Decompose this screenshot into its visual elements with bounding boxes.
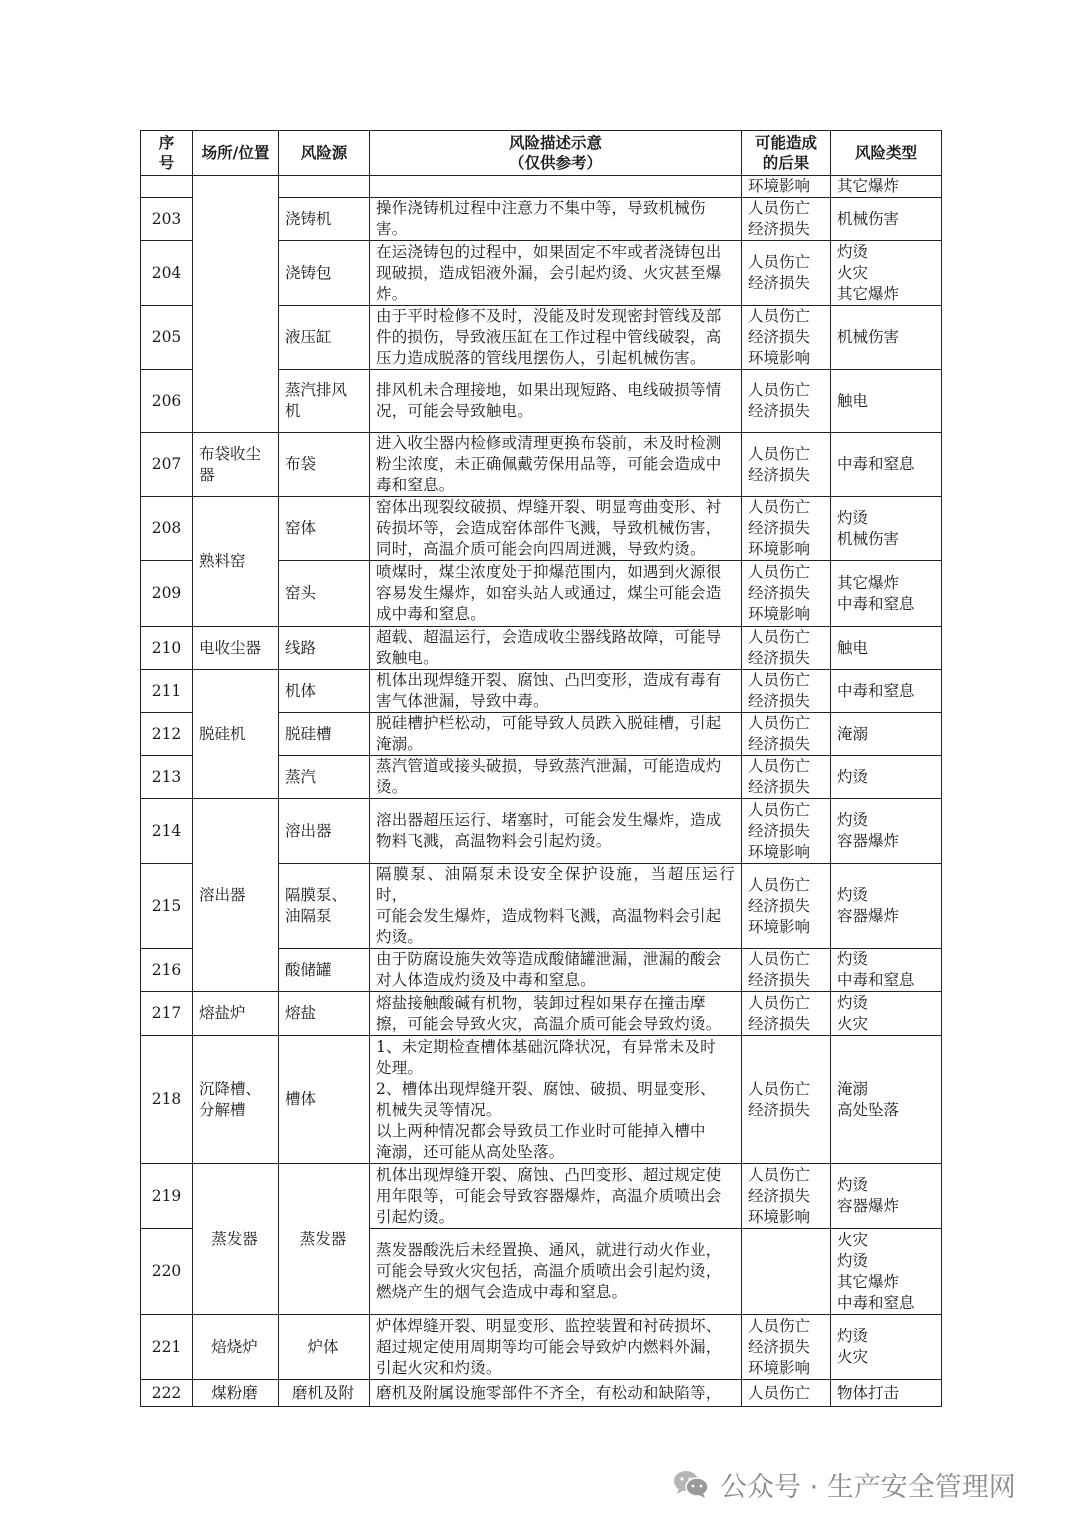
source-cell: 蒸汽排风 机 (279, 370, 370, 433)
row-number: 205 (141, 306, 193, 370)
source-cell: 槽体 (279, 1036, 370, 1164)
row-number: 207 (141, 433, 193, 497)
row-number: 215 (141, 864, 193, 949)
description-cell: 炉体焊缝开裂、明显变形、监控装置和衬砖损坏、 超过规定使用周期等均可能会导致炉内燃料外漏， 引起火灾和灼烫。 (370, 1315, 742, 1380)
table-row (141, 670, 942, 713)
table-row (141, 433, 942, 497)
source-cell: 隔膜泵、 油隔泵 (279, 864, 370, 949)
header-place: 场所/位置 (193, 131, 279, 176)
place-cell: 熟料窑 (193, 497, 279, 627)
risk-type-cell: 灼烫 火灾 (831, 992, 942, 1036)
risk-type-cell: 灼烫 火灾 其它爆炸 (831, 241, 942, 306)
wechat-icon (672, 1469, 710, 1499)
description-cell: 1、未定期检查槽体基础沉降状况，有异常未及时 处理。 2、槽体出现焊缝开裂、腐蚀、破损、明显变形、 机械失灵等情况。 以上两种情况都会导致员工作业时可能掉入槽中 淹溺，还可能从高处坠落。 (370, 1036, 742, 1164)
description-cell: 超载、超温运行，会造成收尘器线路故障，可能导 致触电。 (370, 627, 742, 670)
watermark-text: 公众号 · 生产安全管理网 (720, 1471, 1016, 1503)
consequence-cell: 人员伤亡 经济损失 环境影响 (742, 1164, 831, 1229)
source-cell (279, 176, 370, 198)
row-number: 209 (141, 561, 193, 627)
header-row (141, 131, 942, 176)
place-cell: 溶出器 (193, 799, 279, 992)
risk-type-cell: 中毒和窒息 (831, 670, 942, 713)
header-desc: 风险描述示意 （仅供参考） (370, 131, 742, 176)
risk-type-cell: 灼烫 容器爆炸 (831, 1164, 942, 1229)
risk-type-cell: 淹溺 高处坠落 (831, 1036, 942, 1164)
table-row (141, 1380, 942, 1407)
source-cell: 机体 (279, 670, 370, 713)
description-cell: 操作浇铸机过程中注意力不集中等，导致机械伤 害。 (370, 198, 742, 241)
consequence-cell: 人员伤亡 经济损失 (742, 370, 831, 433)
consequence-cell: 人员伤亡 经济损失 环境影响 (742, 1315, 831, 1380)
source-cell: 液压缸 (279, 306, 370, 370)
description-cell: 窑体出现裂纹破损、焊缝开裂、明显弯曲变形、衬 砖损坏等，会造成窑体部件飞溅，导致机械伤害， 同时，高温介质可能会向四周迸溅，导致灼烫。 (370, 497, 742, 561)
table-row (141, 992, 942, 1036)
source-cell: 熔盐 (279, 992, 370, 1036)
description-cell: 排风机未合理接地，如果出现短路、电线破损等情 况，可能会导致触电。 (370, 370, 742, 433)
consequence-cell: 人员伤亡 经济损失 (742, 992, 831, 1036)
source-cell: 蒸发器 (279, 1164, 370, 1315)
row-number: 221 (141, 1315, 193, 1380)
risk-type-cell: 火灾 灼烫 其它爆炸 中毒和窒息 (831, 1229, 942, 1315)
description-cell: 脱硅槽护栏松动，可能导致人员跌入脱硅槽，引起 淹溺。 (370, 713, 742, 756)
row-number: 212 (141, 713, 193, 756)
place-cell: 布袋收尘 器 (193, 433, 279, 497)
consequence-cell: 人员伤亡 经济损失 (742, 627, 831, 670)
row-number: 218 (141, 1036, 193, 1164)
risk-type-cell: 灼烫 中毒和窒息 (831, 949, 942, 992)
consequence-cell: 人员伤亡 经济损失 (742, 756, 831, 799)
consequence-cell: 人员伤亡 经济损失 (742, 433, 831, 497)
risk-type-cell: 灼烫 (831, 756, 942, 799)
risk-type-cell: 其它爆炸 中毒和窒息 (831, 561, 942, 627)
description-cell: 熔盐接触酸碱有机物，装卸过程如果存在撞击摩 擦，可能会导致火灾，高温介质可能会导致灼烫。 (370, 992, 742, 1036)
risk-type-cell: 触电 (831, 370, 942, 433)
risk-table (140, 130, 942, 1407)
source-cell: 磨机及附 (279, 1380, 370, 1407)
description-cell: 机体出现焊缝开裂、腐蚀、凸凹变形、超过规定使 用年限等，可能会导致容器爆炸，高温介质喷出会 引起灼烫。 (370, 1164, 742, 1229)
header-type: 风险类型 (831, 131, 942, 176)
row-number: 213 (141, 756, 193, 799)
row-number: 216 (141, 949, 193, 992)
table-row (141, 497, 942, 561)
place-cell: 脱硅机 (193, 670, 279, 799)
row-number: 220 (141, 1229, 193, 1315)
risk-type-cell: 淹溺 (831, 713, 942, 756)
row-number: 208 (141, 497, 193, 561)
risk-type-cell: 物体打击 (831, 1380, 942, 1407)
consequence-cell: 人员伤亡 经济损失 环境影响 (742, 561, 831, 627)
risk-type-cell: 触电 (831, 627, 942, 670)
risk-type-cell: 机械伤害 (831, 198, 942, 241)
place-cell (193, 176, 279, 433)
source-cell: 蒸汽 (279, 756, 370, 799)
consequence-cell: 人员伤亡 经济损失 (742, 949, 831, 992)
risk-type-cell: 灼烫 火灾 (831, 1315, 942, 1380)
description-cell: 机体出现焊缝开裂、腐蚀、凸凹变形，造成有毒有 害气体泄漏，导致中毒。 (370, 670, 742, 713)
row-number: 217 (141, 992, 193, 1036)
source-cell: 窑体 (279, 497, 370, 561)
consequence-cell: 人员伤亡 经济损失 环境影响 (742, 864, 831, 949)
place-cell: 煤粉磨 (193, 1380, 279, 1407)
consequence-cell: 人员伤亡 经济损失 环境影响 (742, 799, 831, 864)
risk-type-cell: 机械伤害 (831, 306, 942, 370)
description-cell: 蒸发器酸洗后未经置换、通风，就进行动火作业， 可能会导致火灾包括，高温介质喷出会引起灼烫， 燃烧产生的烟气会造成中毒和窒息。 (370, 1229, 742, 1315)
row-number (141, 176, 193, 198)
source-cell: 线路 (279, 627, 370, 670)
consequence-cell: 人员伤亡 经济损失 (742, 241, 831, 306)
consequence-cell: 人员伤亡 经济损失 (742, 670, 831, 713)
row-number: 206 (141, 370, 193, 433)
consequence-cell: 人员伤亡 (742, 1380, 831, 1407)
row-number: 203 (141, 198, 193, 241)
description-cell: 蒸汽管道或接头破损，导致蒸汽泄漏，可能造成灼 烫。 (370, 756, 742, 799)
source-cell: 脱硅槽 (279, 713, 370, 756)
table-row (141, 1164, 942, 1229)
row-number: 210 (141, 627, 193, 670)
table-row (141, 1315, 942, 1380)
table-row (141, 627, 942, 670)
source-cell: 浇铸机 (279, 198, 370, 241)
description-cell (370, 176, 742, 198)
risk-type-cell: 其它爆炸 (831, 176, 942, 198)
consequence-cell: 人员伤亡 经济损失 环境影响 (742, 306, 831, 370)
description-cell: 喷煤时，煤尘浓度处于抑爆范围内，如遇到火源很 容易发生爆炸，如窑头站人或通过，煤尘可能会造 成中毒和窒息。 (370, 561, 742, 627)
risk-type-cell: 灼烫 机械伤害 (831, 497, 942, 561)
risk-type-cell: 中毒和窒息 (831, 433, 942, 497)
header-no: 序 号 (141, 131, 193, 176)
row-number: 211 (141, 670, 193, 713)
header-source: 风险源 (279, 131, 370, 176)
description-cell: 进入收尘器内检修或清理更换布袋前，未及时检测 粉尘浓度，未正确佩戴劳保用品等，可能会造成中 毒和窒息。 (370, 433, 742, 497)
risk-type-cell: 灼烫 容器爆炸 (831, 864, 942, 949)
source-cell: 窑头 (279, 561, 370, 627)
description-cell: 溶出器超压运行、堵塞时，可能会发生爆炸，造成 物料飞溅，高温物料会引起灼烫。 (370, 799, 742, 864)
place-cell: 熔盐炉 (193, 992, 279, 1036)
consequence-cell: 人员伤亡 经济损失 (742, 713, 831, 756)
source-cell: 溶出器 (279, 799, 370, 864)
source-cell: 酸储罐 (279, 949, 370, 992)
row-number: 214 (141, 799, 193, 864)
place-cell: 焙烧炉 (193, 1315, 279, 1380)
place-cell: 蒸发器 (193, 1164, 279, 1315)
description-cell: 由于平时检修不及时，没能及时发现密封管线及部 件的损伤，导致液压缸在工作过程中管线破裂，高 压力造成脱落的管线甩摆伤人，引起机械伤害。 (370, 306, 742, 370)
header-consequence: 可能造成 的后果 (742, 131, 831, 176)
risk-type-cell: 灼烫 容器爆炸 (831, 799, 942, 864)
description-cell: 磨机及附属设施零部件不齐全，有松动和缺陷等， (370, 1380, 742, 1407)
description-cell: 由于防腐设施失效等造成酸储罐泄漏，泄漏的酸会 对人体造成灼烫及中毒和窒息。 (370, 949, 742, 992)
consequence-cell: 人员伤亡 经济损失 环境影响 (742, 497, 831, 561)
table-row (141, 799, 942, 864)
row-number: 204 (141, 241, 193, 306)
place-cell: 沉降槽、 分解槽 (193, 1036, 279, 1164)
consequence-cell: 环境影响 (742, 176, 831, 198)
consequence-cell (742, 1229, 831, 1315)
consequence-cell: 人员伤亡 经济损失 (742, 198, 831, 241)
table-row (141, 176, 942, 198)
description-cell: 隔膜泵、油隔泵未设安全保护设施，当超压运行时， 可能会发生爆炸，造成物料飞溅，高温物料会引起 灼烫。 (370, 864, 742, 949)
table-row (141, 1036, 942, 1164)
source-cell: 炉体 (279, 1315, 370, 1380)
watermark (672, 1464, 1052, 1504)
row-number: 219 (141, 1164, 193, 1229)
place-cell: 电收尘器 (193, 627, 279, 670)
description-cell: 在运浇铸包的过程中，如果固定不牢或者浇铸包出 现破损，造成铝液外漏，会引起灼烫、火灾甚至爆 炸。 (370, 241, 742, 306)
consequence-cell: 人员伤亡 经济损失 (742, 1036, 831, 1164)
source-cell: 布袋 (279, 433, 370, 497)
row-number: 222 (141, 1380, 193, 1407)
source-cell: 浇铸包 (279, 241, 370, 306)
